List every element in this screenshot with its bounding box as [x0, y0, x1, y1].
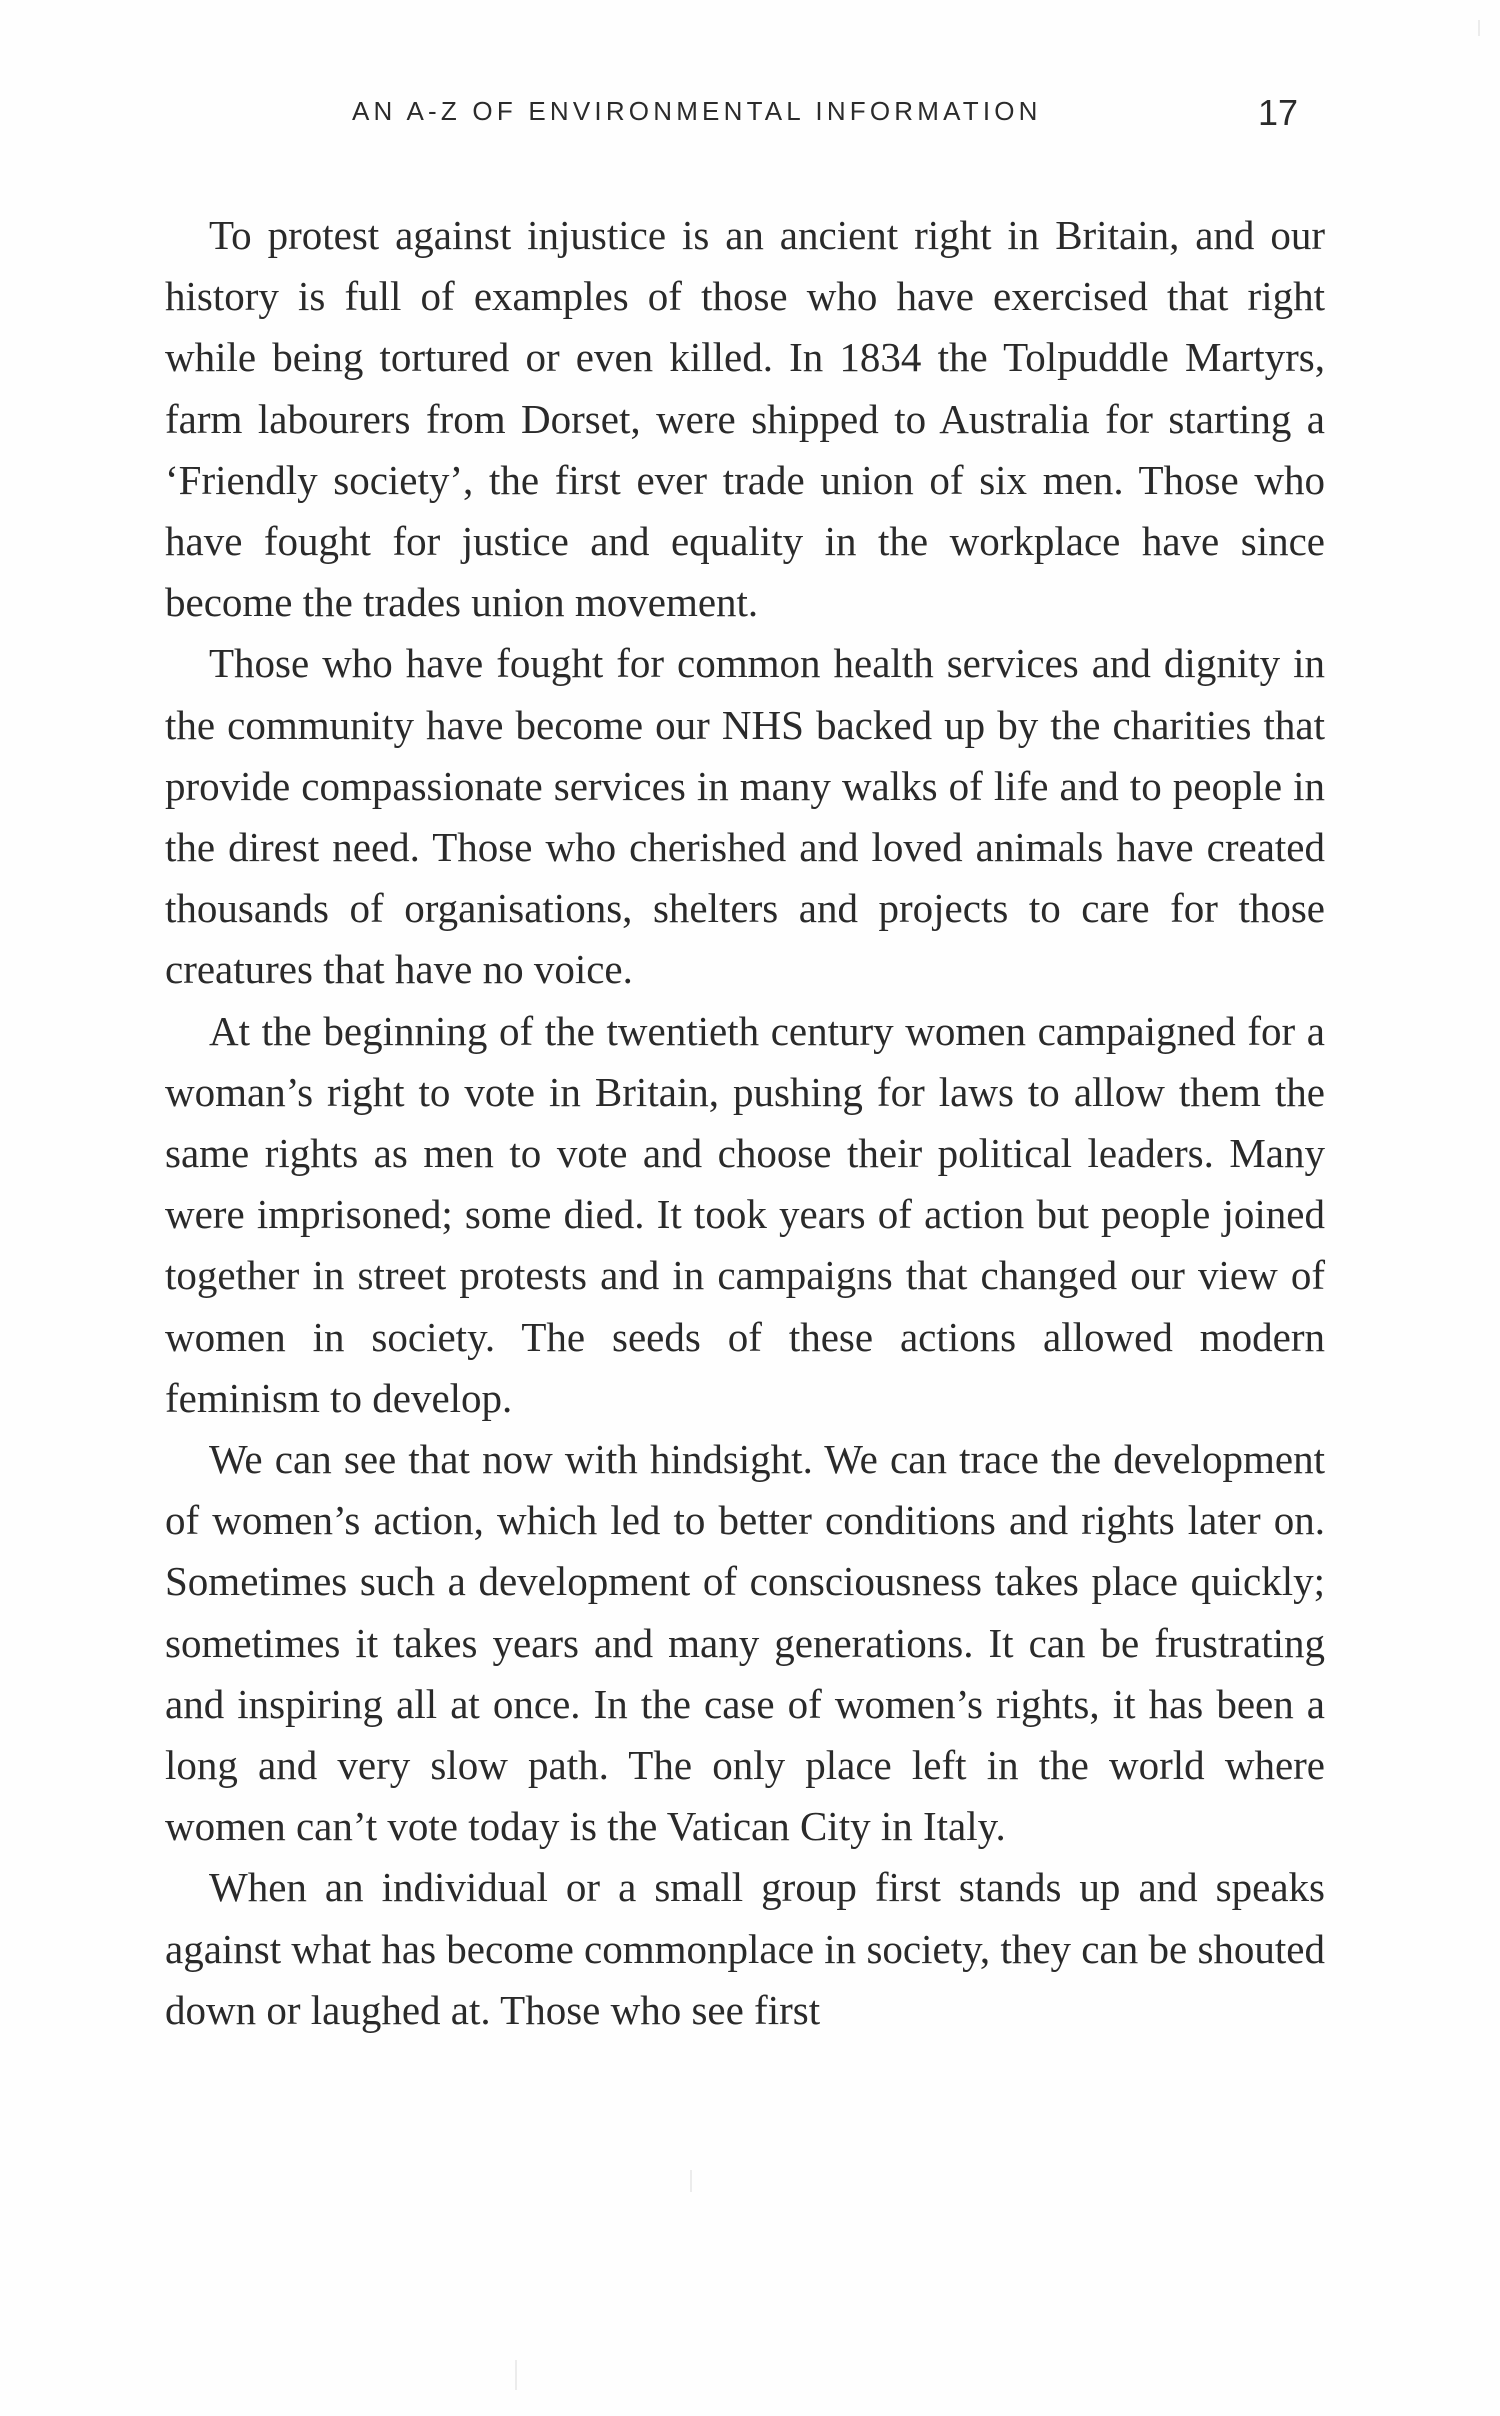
- paragraph-individual-stands-up: When an individual or a small group first stands up and speaks against what has become commonplace in society, they can be shouted down or laughed at. Those who see first: [165, 1864, 1325, 2033]
- paragraph-tolpuddle: To protest against injustice is an ancient right in Britain, and our history is full of examples of those who have exercised that right while being tortured or even killed. In 1834 the Tolpuddle Martyrs, farm labourers from Dorset, were shipped to Australia for starting a ‘Friendly society’, the first ever trade union of six men. Those who have fought for justice and equality in the workplace have since become the trades union movement.: [165, 212, 1325, 626]
- page-number: 17: [1258, 92, 1299, 133]
- scan-artifact-mark: [690, 2170, 692, 2192]
- scan-artifact-mark: [1478, 20, 1480, 36]
- paragraph-suffrage: At the beginning of the twentieth century women campaigned for a woman’s right to vote in Britain, pushing for laws to allow them the same rights as men to vote and choose their political leaders. Many were imprisoned; some died. It took years of action but people joined together in street protests and in campaigns that changed our view of women in society. The seeds of these actions allowed modern feminism to develop.: [165, 1007, 1325, 1421]
- scan-artifact-mark: [515, 2360, 517, 2390]
- paragraph-nhs-charities: Those who have fought for common health services and dignity in the community have become our NHS backed up by the charities that provide compassionate services in many walks of life and to people in the direst need. Those who cherished and loved animals have created thousands of organisations, shelters and projects to care for those creatures that have no voice.: [165, 640, 1325, 993]
- running-header-title: AN A-Z OF ENVIRONMENTAL INFORMATION: [352, 96, 1042, 126]
- body-text: [165, 205, 1325, 2041]
- paragraph-hindsight: We can see that now with hindsight. We can trace the development of women’s action, which led to better conditions and rights later on. Sometimes such a development of consciousness takes place quickly; sometimes it takes years and many generations. It can be frustrating and inspiring all at once. In the case of women’s rights, it has been a long and very slow path. The only place left in the world where women can’t vote today is the Vatican City in Italy.: [165, 1436, 1325, 1850]
